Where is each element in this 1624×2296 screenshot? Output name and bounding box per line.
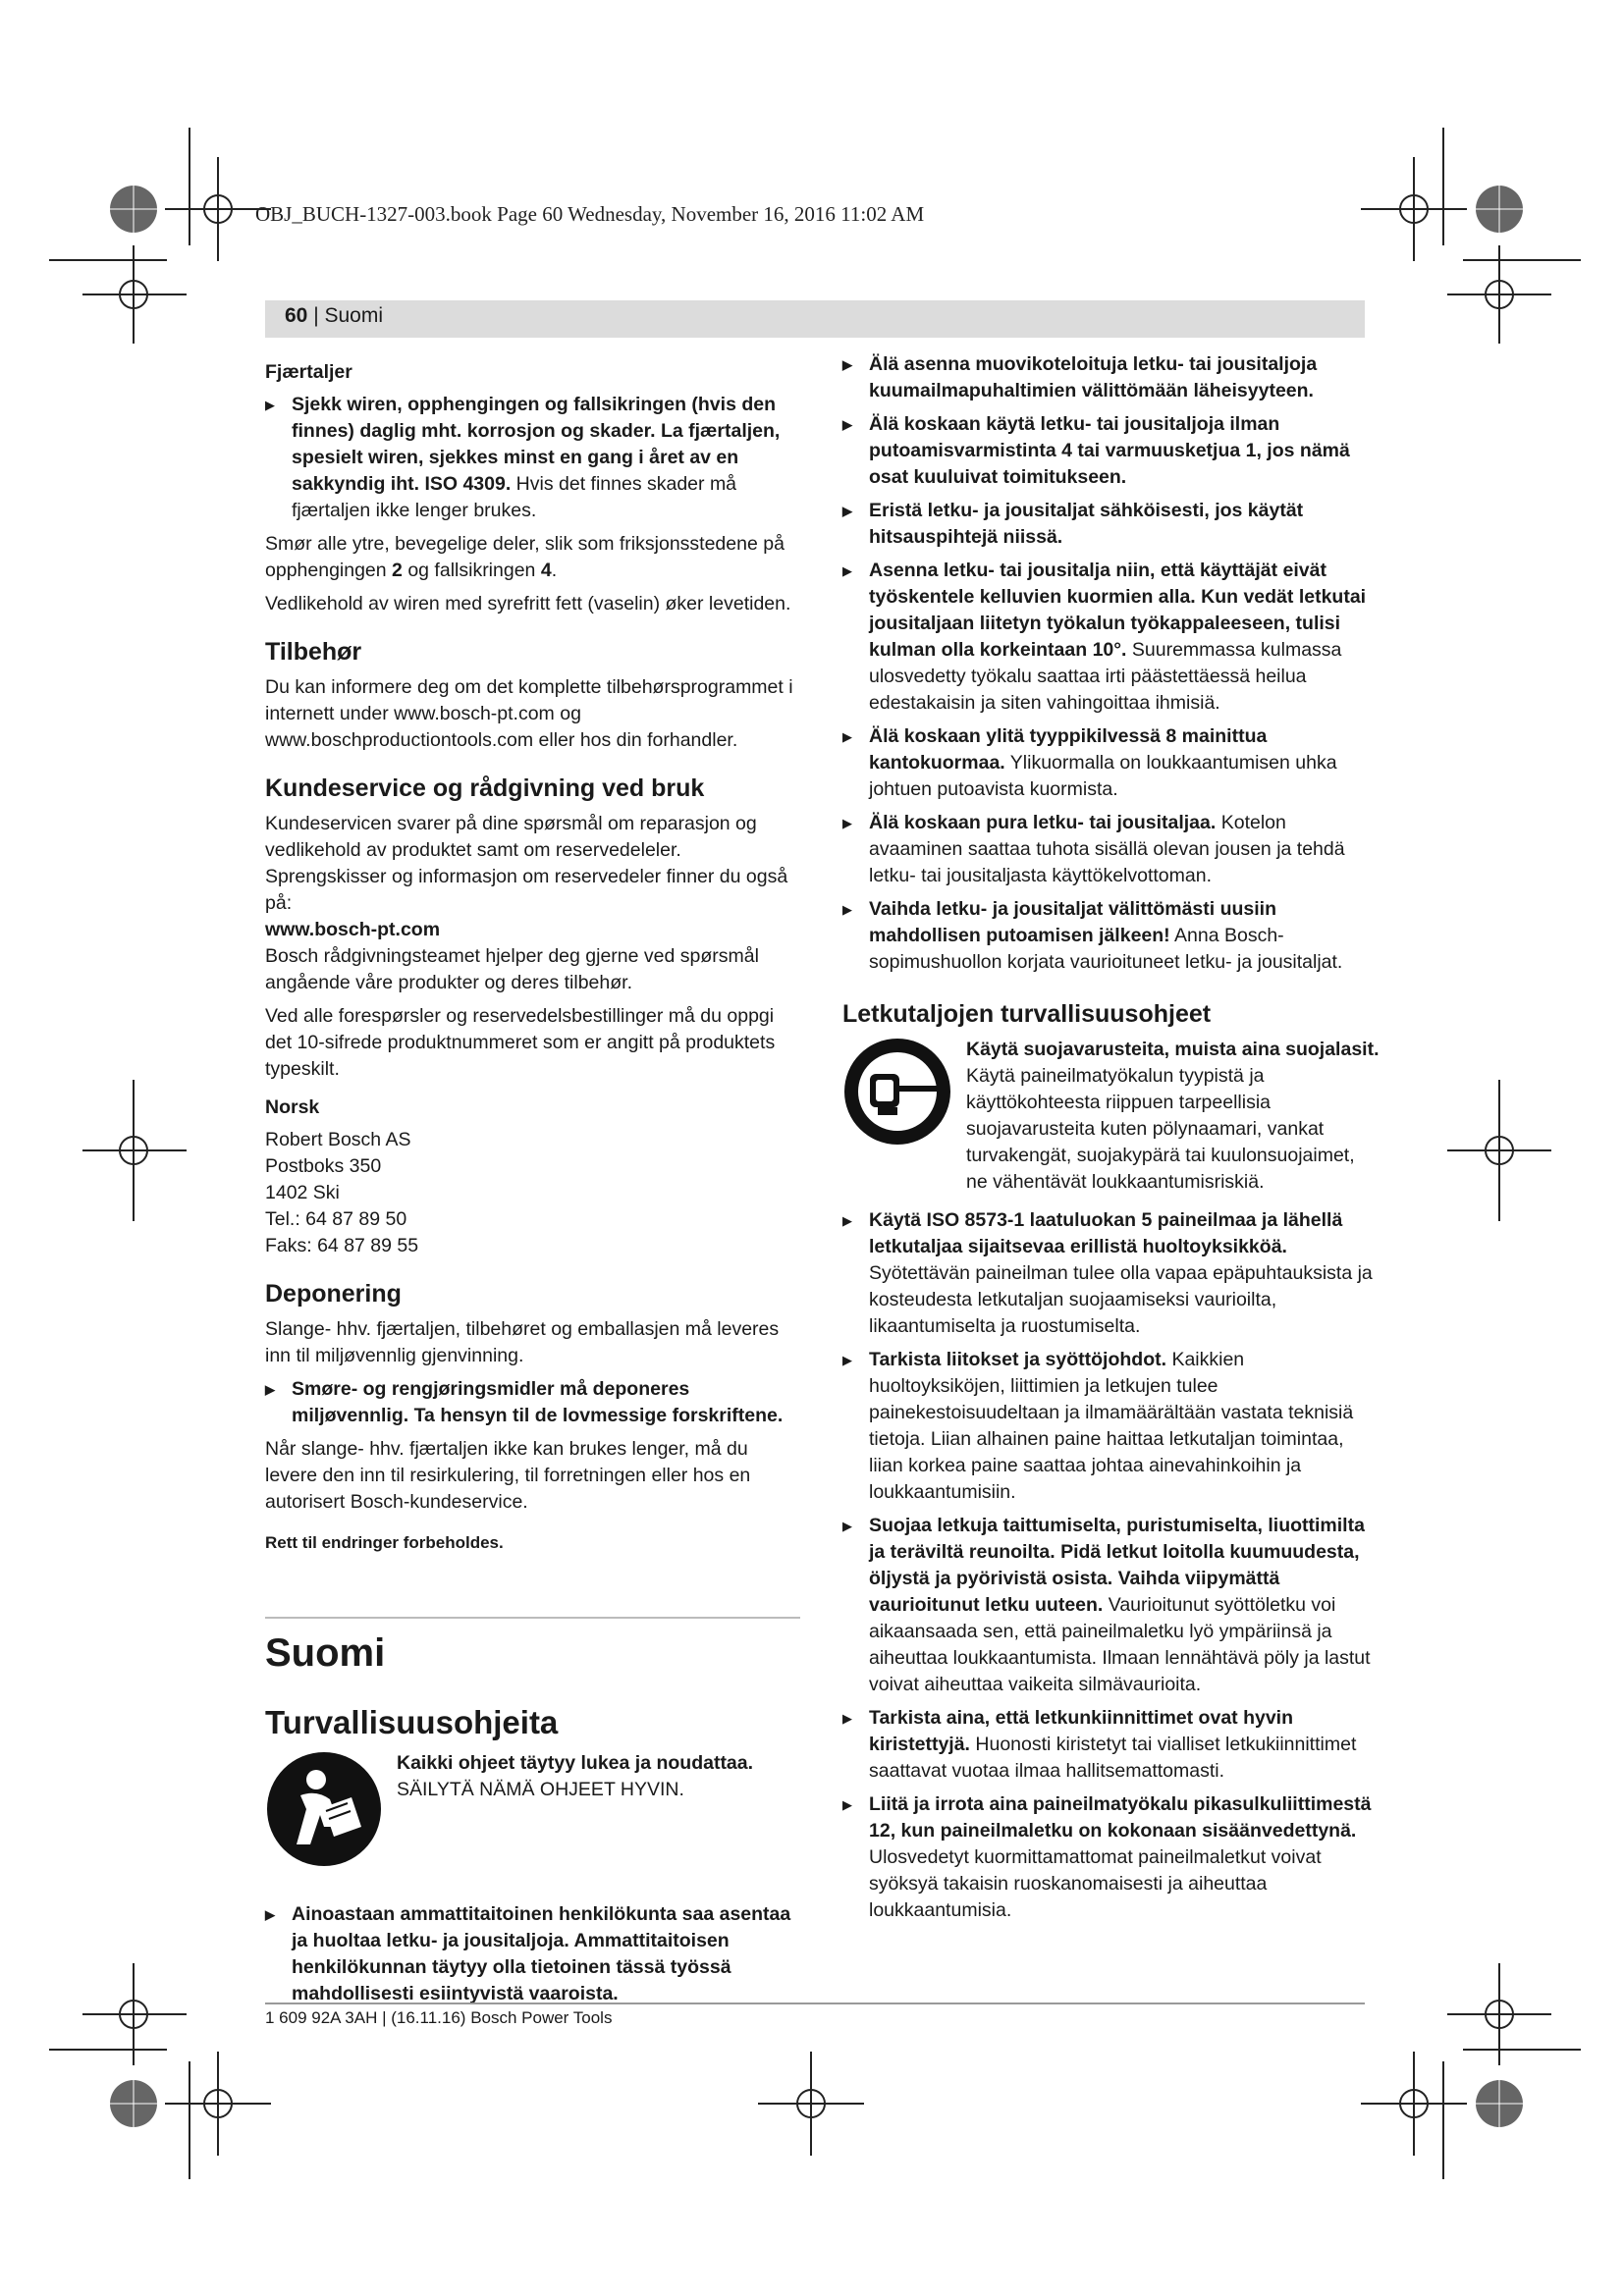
footer-rule bbox=[265, 2002, 1365, 2004]
bullet-r6: ▶ Älä koskaan pura letku- tai jousitaljaa. Kotelon avaaminen saattaa tuhota sisällä olevan jousen ja tehdä letku- tai jousitaljasta käyttökelvottoman. bbox=[842, 810, 1380, 889]
bullet-deponering: ▶ Smøre- og rengjøringsmidler må deponeres miljøvennlig. Ta hensyn til de lovmessige forskriftene. bbox=[265, 1376, 800, 1429]
print-slug: OBJ_BUCH-1327-003.book Page 60 Wednesday, November 16, 2016 11:02 AM bbox=[255, 202, 925, 226]
ppe-row: Käytä suojavarusteita, muista aina suojalasit. Käytä paineilmatyökalun tyypistä ja käyttökohteesta riippuen tarpeellisia suojavarusteita kuten pölynaamari, vankat turvakengät, suojakypärä tai kuulonsuojaimet, ne vähentävät loukkaantumisriskiä. bbox=[842, 1037, 1380, 1196]
heading-deponering: Deponering bbox=[265, 1280, 402, 1308]
bullet-c3: ▶ Suojaa letkuja taittumiselta, puristumiselta, liuottimilta ja teräviltä reunoilta. Pidä letkut loitolla kuumuudesta, öljystä ja pyörivistä osista. Vaihda viipymättä vaurioitunut letku uuteen. Vaurioitunut syöttöletku voi aikaansaada sen, että paineilmaletku lyö ympäriinsä ja aiheuttaa loukkaantumista. Ilmaan lennähtävä pöly ja lastut voivat aiheuttaa vaikeita silmävaurioita. bbox=[842, 1513, 1380, 1698]
bullet-r1: ▶ Älä asenna muovikoteloituja letku- tai jousitaljoja kuumailmapuhaltimien välittömään läheisyyteen. bbox=[842, 351, 1380, 404]
page-number: 60 bbox=[285, 304, 308, 327]
para-vedlikehold: Vedlikehold av wiren med syrefritt fett (vaselin) øker levetiden. bbox=[265, 593, 791, 614]
para-deponering2: Når slange- hhv. fjærtaljen ikke kan brukes lenger, må du levere den inn til resirkulering, til forretningen eller hos en autorisert Bosch-kundeservice. bbox=[265, 1438, 751, 1513]
address-block: Robert Bosch AS Postboks 350 1402 Ski Tel.: 64 87 89 50 Faks: 64 87 89 55 bbox=[265, 1129, 419, 1256]
bullet-c5: ▶ Liitä ja irrota aina paineilmatyökalu pikasulkuliittimestä 12, kun paineilmaletku on kokonaan sisäänvedettynä. Ulosvedetyt kuormittamattomat paineilmaletkut voivat syöksyä takaisin ruoskanomaisesti ja aiheuttaa loukkaantumisia. bbox=[842, 1791, 1380, 1924]
para-tilbehor: Du kan informere deg om det komplette tilbehørsprogrammet i internett under www.bosch-pt.com og www.boschproductiontools.com eller hos din forhandler. bbox=[265, 676, 793, 751]
read-instructions-bold: Kaikki ohjeet täytyy lukea ja noudattaa. bbox=[397, 1752, 754, 1774]
heading-letkutaljojen: Letkutaljojen turvallisuusohjeet bbox=[842, 1000, 1212, 1028]
bullet-r2: ▶ Älä koskaan käytä letku- tai jousitaljoja ilman putoamisvarmistinta 4 tai varmuusketjua 1, jos nämä osat kuuluivat toimitukseen. bbox=[842, 411, 1380, 491]
bullet-c4: ▶ Tarkista aina, että letkunkiinnittimet ovat hyvin kiristettyjä. Huonosti kiristetyt tai vialliset letkukiinnittimet saattavat vuotaa ilmaa hallitsemattomasti. bbox=[842, 1705, 1380, 1785]
bullet-fjaertaljer: ▶ Sjekk wiren, opphengingen og fallsikringen (hvis den finnes) daglig mht. korrosjon og skader. La fjærtaljen, spesielt wiren, sjekkes minst en gang i året av en sakkyndig iht. ISO 4309. Hvis det finnes skader må fjærtaljen ikke lenger brukes. bbox=[265, 392, 800, 524]
heading-fjaertaljer: Fjærtaljer bbox=[265, 361, 352, 383]
para-radgivning: Bosch rådgivningsteamet hjelper deg gjerne ved spørsmål angående våre produkter og deres tilbehør. bbox=[265, 945, 759, 993]
protective-equipment-icon bbox=[842, 1037, 952, 1147]
section-title-suomi: Suomi bbox=[265, 1631, 386, 1675]
heading-norsk: Norsk bbox=[265, 1096, 320, 1118]
bullet-c2: ▶ Tarkista liitokset ja syöttöjohdot. Kaikkien huoltoyksiköjen, liittimien ja letkujen tulee painekestoisuudeltaan ja ilmamäärältään vastata teknisiä tietoja. Liian alhainen paine haittaa letkutaljan toimintaa, liian korkea paine saattaa johtaa ainevahinkoihin ja loukkaantumisiin. bbox=[842, 1347, 1380, 1506]
rett-til-endringer: Rett til endringer forbeholdes. bbox=[265, 1533, 504, 1552]
read-manual-icon bbox=[265, 1750, 383, 1868]
heading-kundeservice: Kundeservice og rådgivning ved bruk bbox=[265, 774, 705, 802]
section-divider bbox=[265, 1617, 800, 1619]
left-column bbox=[265, 351, 800, 2014]
heading-turvallisuusohjeita: Turvallisuusohjeita bbox=[265, 1704, 559, 1740]
bullet-r5: ▶ Älä koskaan ylitä tyyppikilvessä 8 mainittua kantokuormaa. Ylikuormalla on loukkaantumisen uhka johtuen putoavista kuormista. bbox=[842, 723, 1380, 803]
header-section: Suomi bbox=[324, 304, 384, 327]
para-deponering: Slange- hhv. fjærtaljen, tilbehøret og emballasjen må leveres inn til miljøvennlig gjenvinning. bbox=[265, 1318, 780, 1366]
footer-text: 1 609 92A 3AH | (16.11.16) Bosch Power Tools bbox=[265, 2008, 613, 2027]
read-instructions-caps: SÄILYTÄ NÄMÄ OHJEET HYVIN. bbox=[397, 1779, 684, 1800]
page-header: 60 | Suomi bbox=[285, 304, 384, 327]
bullet-r7: ▶ Vaihda letku- ja jousitaljat välittömästi uusiin mahdollisen putoamisen jälkeen! Anna Bosch-sopimushuollon korjata vaurioituneet letku- ja jousitaljat. bbox=[842, 896, 1380, 976]
heading-tilbehor: Tilbehør bbox=[265, 638, 362, 666]
bullet-r3: ▶ Eristä letku- ja jousitaljat sähköisesti, jos käytät hitsauspihtejä niissä. bbox=[842, 498, 1380, 551]
bullet-r4: ▶ Asenna letku- tai jousitalja niin, että käyttäjät eivät työskentele kelluvien kuormien alla. Kun vedät letkutai jousitaljaan liitetyn työkalun työkappaleeseen, tulisi kulman olla korkeintaan 10°. Suuremmassa kulmassa ulosvedetty työkalu saattaa irti päästettäessä heilua edestakaisin ja siten vahingoittaa ihmisiä. bbox=[842, 558, 1380, 717]
para-kundeservice: Kundeservicen svarer på dine spørsmål om reparasjon og vedlikehold av produktet samt om reservedeleler. Sprengskisser og informasjon om reservedeler finner du også på: bbox=[265, 813, 788, 914]
page-header-bar bbox=[265, 300, 1365, 338]
read-instructions-row bbox=[265, 1750, 800, 1868]
bullet-ammattitaitoinen: ▶ Ainoastaan ammattitaitoinen henkilökunta saa asentaa ja huoltaa letku- ja jousitaljoja. Ammattitaitoisen henkilökunnan täytyy olla tietoinen tässä työssä mahdollisesti esiintyvistä vaaroista. bbox=[265, 1901, 800, 2007]
right-column bbox=[842, 351, 1380, 1931]
para-foresporsler: Ved alle forespørsler og reservedelsbestillinger må du oppgi det 10-sifrede produktnummeret som er angitt på produktets typeskilt. bbox=[265, 1005, 776, 1080]
para-smor: Smør alle ytre, bevegelige deler, slik som friksjonsstedene på opphengingen 2 og fallsikringen 4. bbox=[265, 533, 785, 581]
bullet-c1: ▶ Käytä ISO 8573-1 laatuluokan 5 paineilmaa ja lähellä letkutaljaa sijaitsevaa erillistä huoltoyksikköä. Syötettävän paineilman tulee olla vapaa epäpuhtauksista ja kosteudesta letkutaljan suojaamiseksi vaurioilta, likaantumiselta ja ruostumiselta. bbox=[842, 1207, 1380, 1340]
link-bosch-pt[interactable]: www.bosch-pt.com bbox=[265, 919, 441, 940]
